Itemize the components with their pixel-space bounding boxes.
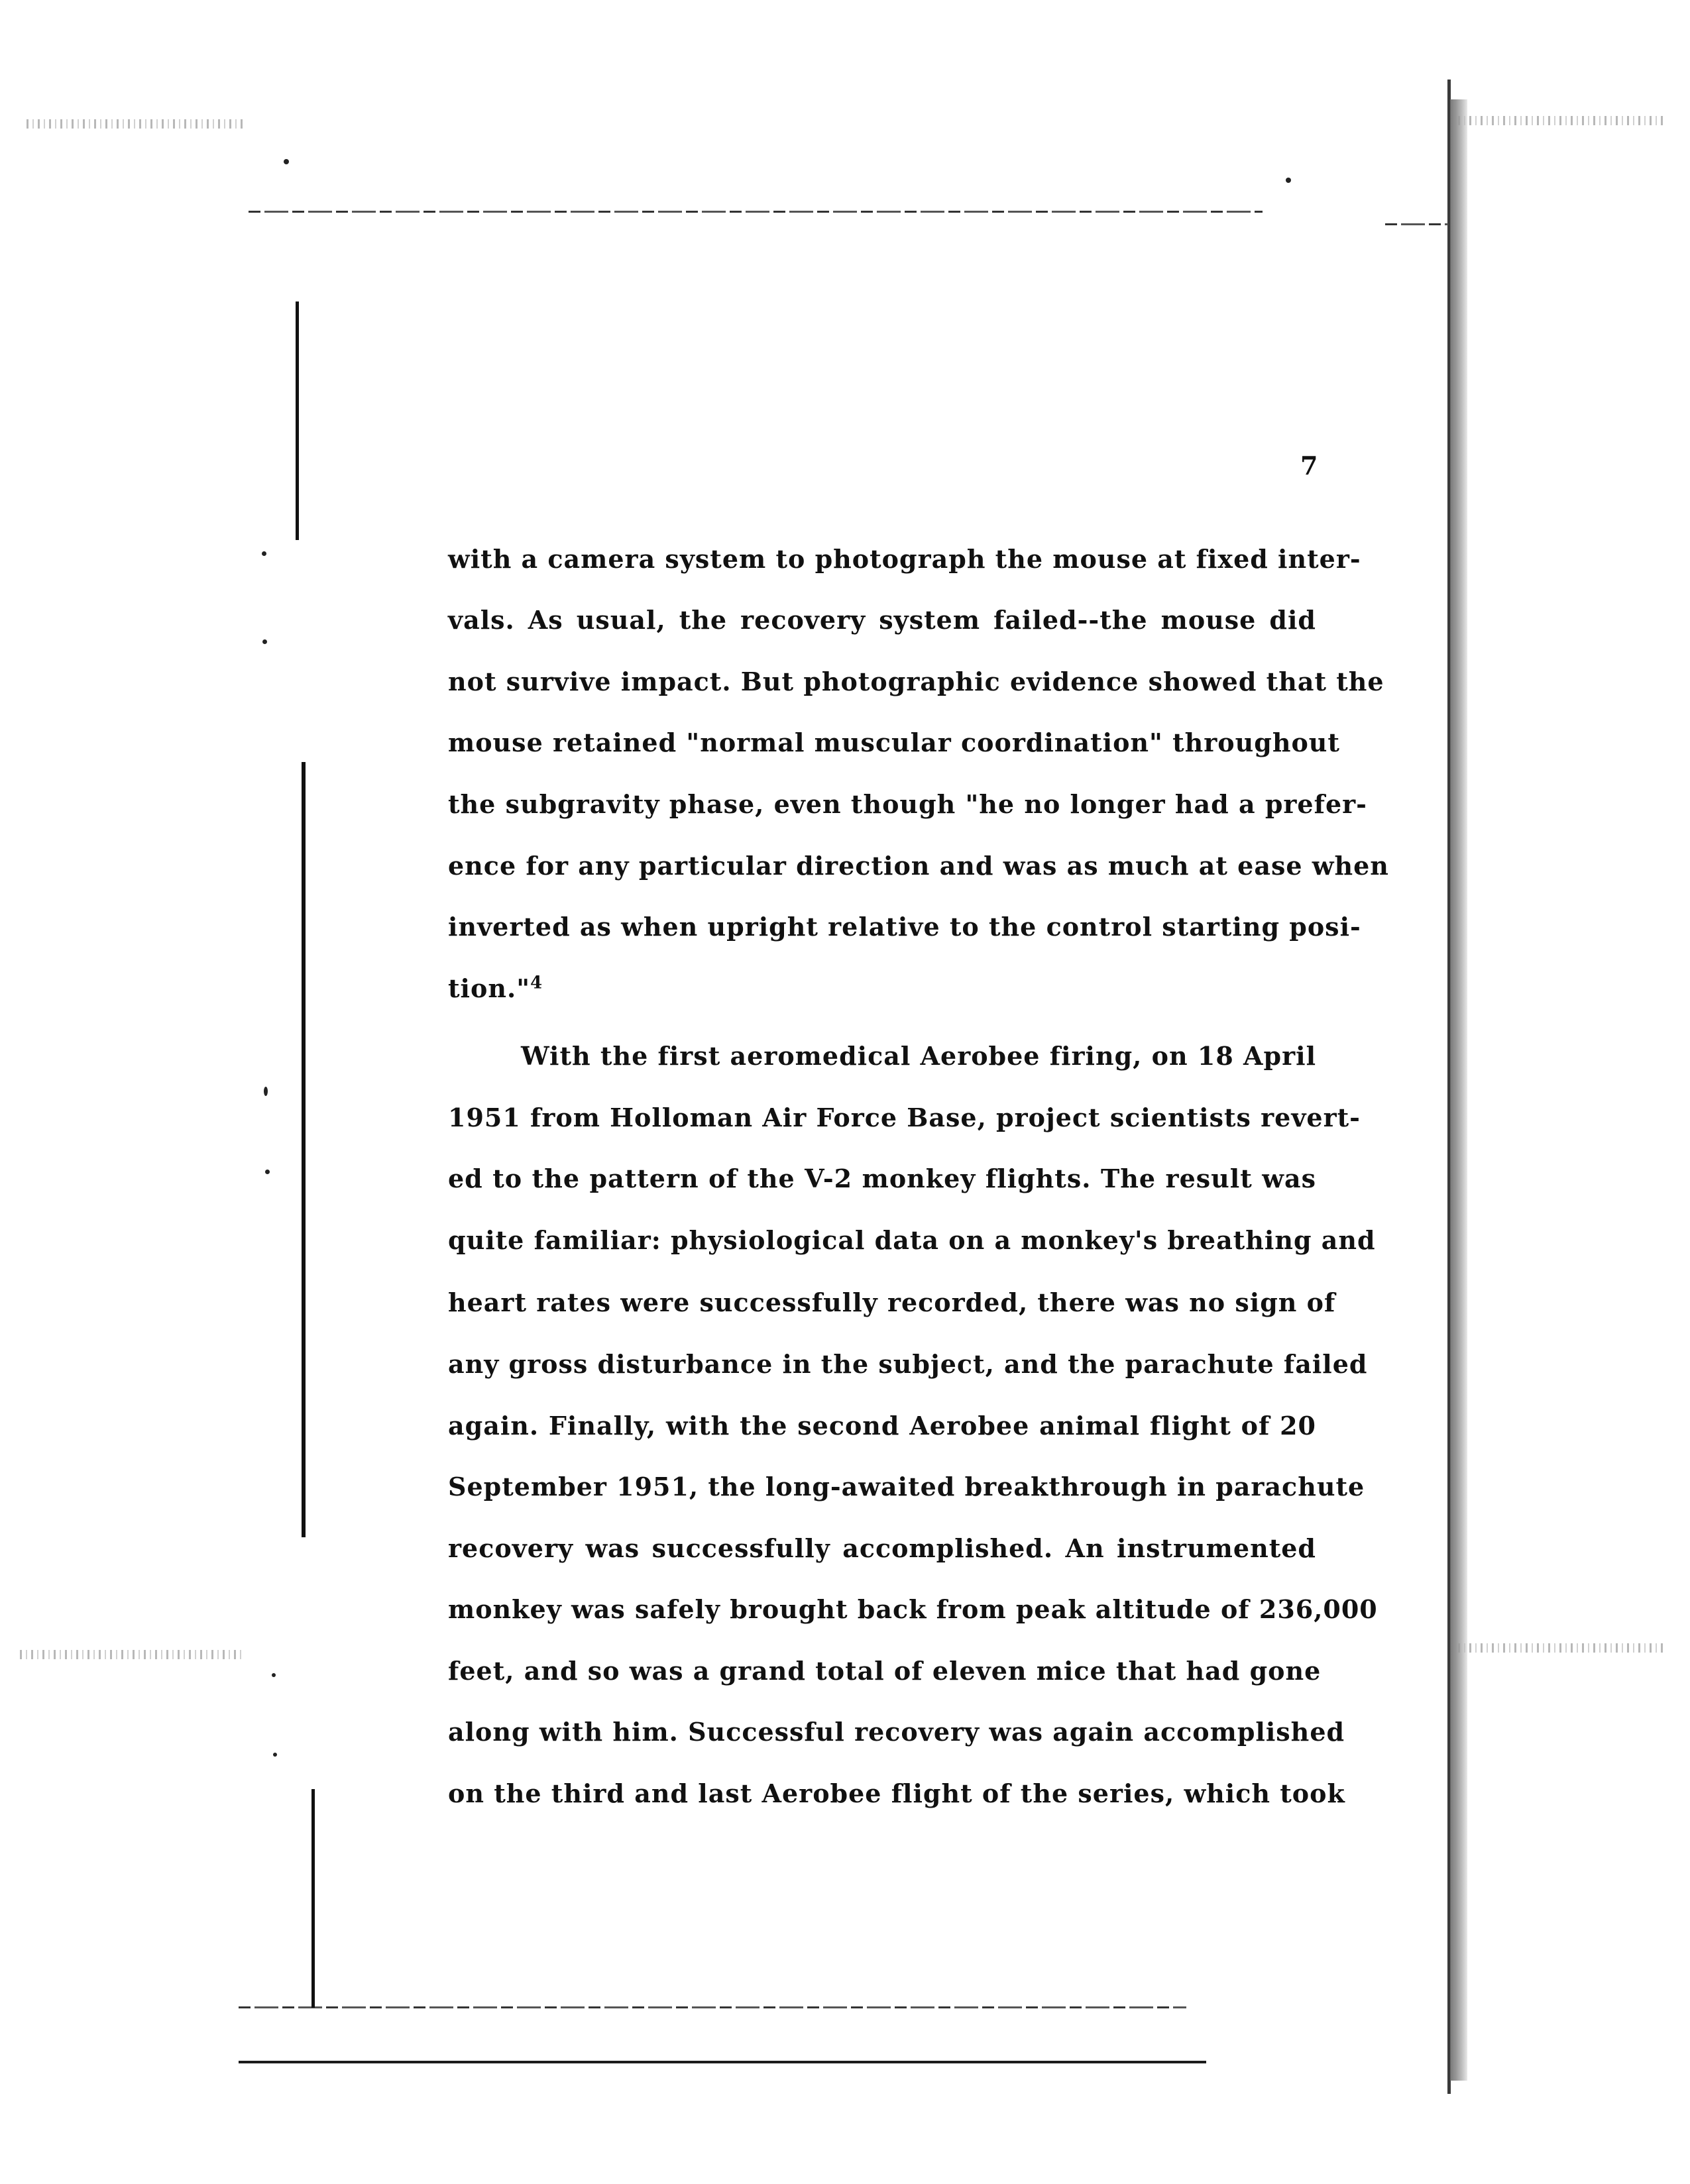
text-line: heart rates were successfully recorded, there was no sign of xyxy=(448,1287,1336,1317)
text-line: ence for any particular direction and was as much at ease when xyxy=(448,851,1389,881)
text-line-content: tion." xyxy=(448,973,530,1003)
scan-speck xyxy=(265,1170,270,1174)
text-line: ed to the pattern of the V-2 monkey flights. The result was xyxy=(448,1164,1316,1193)
text-line: vals. As usual, the recovery system failed--the mouse did xyxy=(448,605,1316,635)
text-line: 1951 from Holloman Air Force Base, project scientists revert- xyxy=(448,1103,1361,1132)
text-line: the subgravity phase, even though "he no longer had a prefer- xyxy=(448,789,1367,819)
text-line: September 1951, the long-awaited breakthrough in parachute xyxy=(448,1472,1365,1502)
scan-speck xyxy=(264,1087,268,1096)
scan-speck xyxy=(1286,178,1291,183)
scan-edge-shadow xyxy=(1450,99,1467,2081)
text-line: not survive impact. But photographic evidence showed that the xyxy=(448,667,1384,696)
scan-speck xyxy=(262,551,266,556)
text-line: monkey was safely brought back from peak altitude of 236,000 xyxy=(448,1594,1378,1624)
scan-noise xyxy=(1458,116,1663,125)
text-line: recovery was successfully accomplished. An instrumented xyxy=(448,1533,1316,1563)
margin-bar xyxy=(296,301,299,540)
text-line: inverted as when upright relative to the control starting posi- xyxy=(448,912,1361,942)
text-line: again. Finally, with the second Aerobee animal flight of 20 xyxy=(448,1411,1316,1441)
scan-rule-bottom xyxy=(239,2006,1186,2008)
text-line: any gross disturbance in the subject, and the parachute failed xyxy=(448,1349,1368,1379)
scan-rule-top xyxy=(249,211,1263,213)
footnote-marker: 4 xyxy=(530,973,543,993)
text-line: feet, and so was a grand total of eleven mice that had gone xyxy=(448,1656,1322,1686)
text-line: quite familiar: physiological data on a monkey's breathing and xyxy=(448,1225,1376,1255)
scan-speck xyxy=(273,1753,277,1757)
scan-noise xyxy=(20,1650,245,1659)
scan-rule-bottom-solid xyxy=(239,2061,1206,2063)
scan-speck xyxy=(272,1673,276,1677)
scan-speck xyxy=(262,639,267,644)
scan-rule-top-right xyxy=(1385,223,1448,225)
margin-bar xyxy=(302,762,306,1537)
text-line: on the third and last Aerobee flight of the series, which took xyxy=(448,1778,1345,1808)
text-line: With the first aeromedical Aerobee firing, on 18 April xyxy=(521,1041,1316,1071)
scan-speck xyxy=(284,159,289,164)
text-line xyxy=(448,973,543,1005)
margin-bar xyxy=(311,1789,315,2008)
scan-noise xyxy=(1458,1643,1663,1653)
text-line: with a camera system to photograph the mouse at fixed inter- xyxy=(448,544,1361,574)
scan-noise xyxy=(27,119,245,129)
page-number: 7 xyxy=(1300,451,1318,480)
text-line: along with him. Successful recovery was again accomplished xyxy=(448,1717,1345,1747)
text-line: mouse retained "normal muscular coordination" throughout xyxy=(448,728,1340,757)
